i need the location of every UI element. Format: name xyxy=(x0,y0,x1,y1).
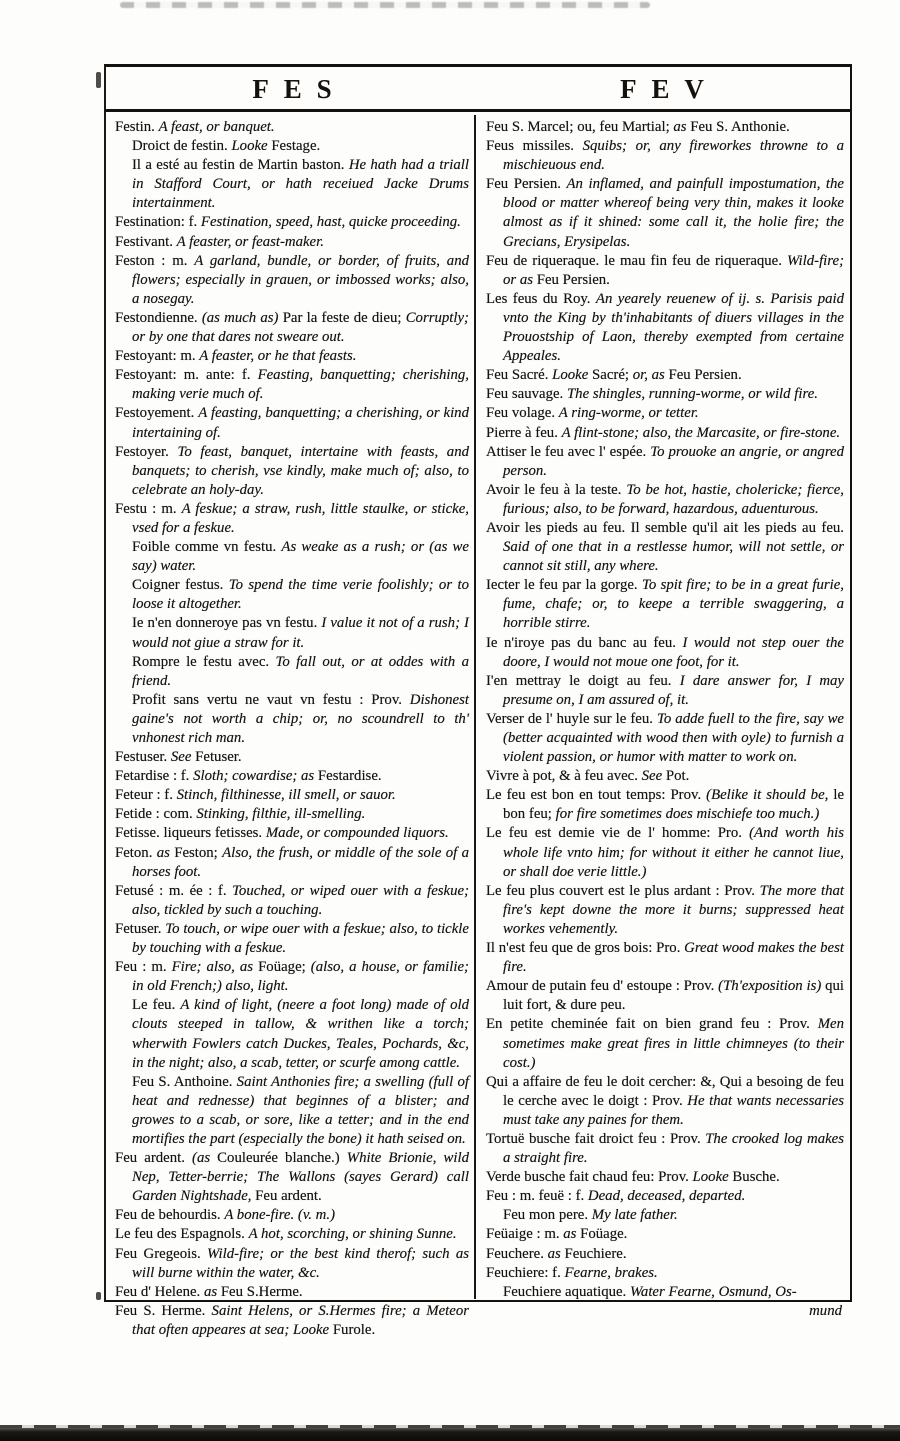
dictionary-entry xyxy=(115,576,469,614)
entry-gloss: To prouoke an angrie, or angred person. xyxy=(503,443,844,479)
dictionary-entry xyxy=(115,137,469,156)
entry-headword: Feuchere. xyxy=(486,1245,548,1262)
entry-headword: Foüage; xyxy=(258,959,311,976)
entry-headword: Droict de festin. xyxy=(132,138,232,155)
dictionary-entry xyxy=(115,213,469,232)
entry-gloss: (as xyxy=(192,1150,218,1167)
entry-gloss: I would not step ouer the doore, I would not moue one foot, for it. xyxy=(503,634,845,670)
entry-gloss: A flint-stone; also, the Marcasite, or fire-stone. xyxy=(561,424,841,441)
entry-headword: Festoyer. xyxy=(115,443,178,460)
entry-headword: Par la feste de dieu; xyxy=(282,309,406,326)
dictionary-entry xyxy=(486,175,844,251)
entry-gloss: The crooked log makes a straight fire. xyxy=(503,1130,844,1167)
dictionary-entry xyxy=(486,1206,844,1225)
entry-headword: Festardise. xyxy=(317,768,382,785)
dictionary-entry xyxy=(486,1015,844,1072)
dictionary-entry xyxy=(486,882,844,939)
entry-gloss: A garland, bundle, or border, of fruits, and flowers; especially in grauen, or imbossed works; also, a nosegay. xyxy=(132,252,469,307)
entry-headword: Tortuë busche fait droict feu : Prov. xyxy=(486,1130,706,1147)
dictionary-entry xyxy=(486,1187,844,1206)
dictionary-entry xyxy=(486,366,844,385)
dictionary-entry xyxy=(115,653,469,691)
entry-gloss: See xyxy=(641,768,666,785)
entry-gloss: Feasting, banquetting; cherishing, making verie much of. xyxy=(132,367,469,403)
entry-gloss: Men sometimes make great fires in little chimneyes (to their cost.) xyxy=(503,1016,844,1071)
dictionary-entry xyxy=(115,958,469,996)
entry-gloss: To spend the time verie foolishly; or to loose it altogether. xyxy=(132,577,469,613)
entry-headword: Feüaige : m. xyxy=(486,1226,564,1243)
right-column xyxy=(486,118,845,1319)
scan-artifact-tick xyxy=(96,1292,101,1300)
dictionary-entry xyxy=(486,1073,844,1130)
scan-artifact-tick xyxy=(96,72,101,88)
entry-gloss: Water Fearne, Osmund, Os- xyxy=(629,1283,797,1300)
entry-gloss: (And worth his whole life vnto him; for without it either he cannot liue, or shall doe verie little.) xyxy=(503,825,844,880)
dictionary-entry xyxy=(486,767,844,786)
entry-gloss: I dare answer for, I may presume on, I am assured of, it. xyxy=(503,672,844,708)
entry-gloss: A hot, scorching, or shining Sunne. xyxy=(248,1226,457,1243)
entry-gloss: White Brionie, wild Nep, Tetter-berrie; The Wallons (sayes Gerard) call Garden Nightshade, xyxy=(132,1150,469,1205)
entry-gloss: Fire; also, as xyxy=(171,959,259,976)
entry-headword: Festuser. xyxy=(115,749,171,766)
entry-gloss: To touch, or wipe ouer with a feskue; also, to tickle by touching with a feskue. xyxy=(132,920,469,957)
dictionary-entry xyxy=(486,118,844,137)
dictionary-entry xyxy=(486,824,844,881)
dictionary-entry xyxy=(486,519,844,576)
entry-gloss: Stinch, filthinesse, ill smell, or sauor. xyxy=(176,787,396,804)
entry-gloss: An inflamed, and painfull impostumation, the blood or matter whereof being very thin, makes it looke almost as if it shined: some call it, the holie fire; the Grecians, Erysipelas. xyxy=(503,176,844,250)
dictionary-entry xyxy=(115,118,469,137)
entry-headword: Feu S.Herme. xyxy=(220,1283,303,1300)
dictionary-entry xyxy=(486,1225,844,1244)
dictionary-entry xyxy=(486,252,844,290)
entry-gloss: Wild-fire; or as xyxy=(503,252,844,288)
entry-headword: Les feus du Roy. xyxy=(486,290,596,307)
entry-headword: Feu S. Marcel; ou, feu Martial; xyxy=(486,119,674,135)
entry-gloss: as xyxy=(203,1283,221,1300)
dictionary-entry xyxy=(486,1264,844,1283)
entry-headword: Feu Gregeois. xyxy=(115,1245,208,1262)
entry-gloss: Sloth; cowardise; as xyxy=(193,768,318,785)
dictionary-entry xyxy=(115,824,469,843)
entry-headword: Feu ardent. xyxy=(255,1188,322,1205)
entry-gloss: A feaster, or feast-maker. xyxy=(176,233,324,250)
entry-gloss: To be hot, hastie, cholericke; fierce, furious; also, to be forward, hazardous, aduenturous. xyxy=(503,481,844,517)
entry-headword: Feu sauvage. xyxy=(486,386,567,403)
entry-headword: Feu Persien. xyxy=(536,271,610,288)
dictionary-entry xyxy=(486,672,844,710)
dictionary-entry xyxy=(115,404,469,442)
entry-headword: Feu mon pere. xyxy=(503,1207,592,1224)
entry-gloss: A kind of light, (neere a foot long) made of old clouts steeped in tallow, & writhen like a torch; wherwith Fowlers catch Duckes, Teales, Pochards, &c, in the night; also, a scab, tetter, or scurfe among cattle. xyxy=(132,997,469,1071)
entry-headword: Feuchiere aquatique. xyxy=(503,1283,630,1300)
entry-headword: qui luit fort, & dure peu. xyxy=(503,978,844,1014)
dictionary-entry xyxy=(115,1302,469,1340)
entry-gloss: (Belike it should be, xyxy=(706,787,834,804)
entry-headword: Feu Persien. xyxy=(668,367,742,384)
running-head-right: FEV xyxy=(620,74,719,104)
entry-headword: Avoir les pieds au feu. Il semble qu'il ait les pieds au feu. xyxy=(486,519,844,536)
dictionary-entry xyxy=(486,443,844,481)
entry-headword: Feu de riqueraque. le mau fin feu de riqueraque. xyxy=(486,252,788,269)
entry-headword: Busche. xyxy=(732,1169,780,1186)
entry-headword: Le feu est demie vie de l' homme: Pro. xyxy=(486,825,750,842)
entry-headword: I'en mettray le doigt au feu. xyxy=(486,672,680,689)
entry-gloss: as xyxy=(563,1226,581,1243)
dictionary-entry xyxy=(115,1283,469,1302)
dictionary-entry xyxy=(115,786,469,805)
entry-gloss: as xyxy=(547,1245,565,1262)
entry-headword: Couleurée blanche.) xyxy=(217,1150,347,1167)
entry-headword: Le feu plus couvert est le plus ardant : Prov. xyxy=(486,882,760,899)
entry-headword: Festoyant: m. xyxy=(115,348,200,365)
entry-headword: Feus missiles. xyxy=(486,138,583,155)
entry-headword: Vivre à pot, & à feu avec. xyxy=(486,768,642,785)
entry-gloss: Fearne, brakes. xyxy=(564,1264,658,1281)
dictionary-entry xyxy=(115,347,469,366)
entry-headword: Fetisse. liqueurs fetisses. xyxy=(115,825,266,842)
entry-gloss: He hath had a triall in Stafford Court, or hath receiued Jacke Drums intertainment. xyxy=(132,157,469,212)
entry-gloss: A bone-fire. (v. m.) xyxy=(224,1207,335,1224)
entry-headword: Ie n'iroye pas du banc au feu. xyxy=(486,634,683,651)
dictionary-entry xyxy=(486,710,844,767)
dictionary-entry xyxy=(115,614,469,652)
left-column xyxy=(115,118,469,1338)
entry-headword: Feu d' Helene. xyxy=(115,1283,204,1300)
entry-headword: Feuchiere: f. xyxy=(486,1264,565,1281)
entry-gloss: (Th'exposition is) xyxy=(718,978,826,995)
dictionary-entry xyxy=(486,977,844,1015)
entry-gloss: My late father. xyxy=(591,1207,678,1224)
entry-gloss: I value it not of a rush; I would not giue a straw for it. xyxy=(132,615,469,651)
entry-gloss: A ring-worme, or tetter. xyxy=(558,405,699,422)
entry-headword: Fetuser. xyxy=(195,749,242,766)
entry-headword: Il n'est feu que de gros bois: Pro. xyxy=(486,940,685,957)
entry-headword: Fetide : com. xyxy=(115,806,197,823)
entry-headword: Foüage. xyxy=(580,1226,628,1243)
entry-gloss: or, as xyxy=(632,367,669,384)
entry-gloss: The more that fire's kept downe the more it burns; suppressed heat workes vehemently. xyxy=(503,882,844,937)
entry-gloss: To spit fire; to be in a great furie, fume, chafe; or, to keepe a terrible swaggering, a horrible stirre. xyxy=(503,577,844,632)
dictionary-entry xyxy=(486,786,844,824)
entry-gloss: As weake as a rush; or (as we say) water. xyxy=(132,539,469,575)
entry-gloss: An yearely reuenew of ij. s. Parisis paid vnto the King by th'inhabitants of diuers villages in the Prouostship of Laon, thereby exempted from certaine Appeales. xyxy=(503,290,845,365)
entry-gloss: for fire sometimes does mischiefe too much.) xyxy=(555,806,820,823)
entry-headword: Sacré; xyxy=(592,367,633,384)
entry-gloss: as xyxy=(673,119,691,135)
entry-headword: Feu : m. feuë : f. xyxy=(486,1188,588,1205)
entry-headword: Festoyant: m. ante: f. xyxy=(115,367,258,384)
entry-headword: Feu Sacré. xyxy=(486,367,553,384)
entry-headword: Festoyement. xyxy=(115,405,199,422)
entry-headword: Feton. xyxy=(115,844,157,861)
entry-gloss: Also, the frush, or middle of the sole of a horses foot. xyxy=(132,844,469,880)
dictionary-entry xyxy=(486,137,844,175)
dictionary-entry xyxy=(486,1130,844,1168)
entry-headword: Festu : m. xyxy=(115,500,182,517)
entry-headword: Feu S. Anthonie. xyxy=(690,119,790,135)
entry-gloss: Dishonest gaine's not worth a chip; or, no scoundrell to th' vnhonest rich man. xyxy=(132,691,469,746)
dictionary-entry xyxy=(115,1073,469,1149)
entry-gloss: Saint Anthonies fire; a swelling (full of heat and rednesse) that beginnes of a blister; and growes to a scab, or sore, like a tetter; and in the end mortifies the part (especially the bone) it hath seised on. xyxy=(132,1073,469,1147)
entry-headword: Fetusé : m. ée : f. xyxy=(115,882,233,899)
entry-headword: le bon feu; xyxy=(503,787,845,823)
dictionary-entry xyxy=(115,156,469,213)
entry-headword: Festage. xyxy=(271,138,321,155)
scan-artifact-bottom xyxy=(0,1428,900,1441)
entry-headword: Le feu est bon en tout temps: Prov. xyxy=(486,787,707,804)
entry-headword: Fetuser. xyxy=(115,920,166,937)
entry-headword: Iecter le feu par la gorge. xyxy=(486,577,642,594)
entry-gloss: Wild-fire; or the best kind therof; such as will burne within the water, &c. xyxy=(132,1245,469,1281)
running-head-left: FES xyxy=(252,74,347,104)
entry-gloss: Squibs; or, any fireworkes throwne to a mischieuous end. xyxy=(503,138,844,174)
dictionary-entry xyxy=(115,309,469,347)
dictionary-entry xyxy=(115,538,469,576)
entry-gloss: A feast, or banquet. xyxy=(158,119,275,135)
entry-gloss: To feast, banquet, intertaine with feasts, and banquets; to cherish, vse kindly, make much of; also, to celebrate an holy-day. xyxy=(132,443,469,498)
entry-headword: Qui a affaire de feu le doit cercher: &, Qui a besoing de feu le cerche avec le doigt : Prov. xyxy=(486,1073,844,1109)
entry-headword: Feu : m. xyxy=(115,959,172,976)
dictionary-entry xyxy=(115,996,469,1072)
entry-headword: Verde busche fait chaud feu: Prov. xyxy=(486,1169,693,1186)
dictionary-entry xyxy=(486,939,844,977)
dictionary-entry xyxy=(486,481,844,519)
entry-gloss: Touched, or wiped ouer with a feskue; also, tickled by such a touching. xyxy=(132,882,469,918)
entry-headword: Verser de l' huyle sur le feu. xyxy=(486,710,657,727)
dictionary-entry xyxy=(115,920,469,958)
entry-gloss: Made, or compounded liquors. xyxy=(265,825,449,842)
entry-headword: Feu volage. xyxy=(486,405,559,422)
entry-gloss: (as much as) xyxy=(201,309,283,326)
scan-artifact-top xyxy=(120,2,650,8)
dictionary-entry xyxy=(115,691,469,748)
entry-gloss: Said of one that in a restlesse humor, will not settle, or cannot sit still, any where. xyxy=(503,539,844,575)
entry-gloss: Stinking, filthie, ill-smelling. xyxy=(196,806,366,823)
entry-headword: Feu S. Herme. xyxy=(115,1302,212,1319)
entry-headword: Il a esté au festin de Martin baston. xyxy=(132,157,349,174)
dictionary-entry xyxy=(486,404,844,423)
entry-headword: Furole. xyxy=(332,1321,376,1338)
entry-headword: Amour de putain feu d' estoupe : Prov. xyxy=(486,978,719,995)
dictionary-entry xyxy=(115,252,469,309)
entry-gloss: To fall out, or at oddes with a friend. xyxy=(132,653,469,689)
entry-headword: Le feu. xyxy=(132,997,181,1014)
entry-gloss: A feskue; a straw, rush, little staulke, or sticke, vsed for a feskue. xyxy=(132,500,469,536)
entry-gloss: A feasting, banquetting; a cherishing, or kind intertaining of. xyxy=(132,405,469,441)
entry-gloss: Looke xyxy=(692,1169,733,1186)
dictionary-entry xyxy=(115,767,469,786)
entry-headword: Coigner festus. xyxy=(132,577,229,594)
entry-headword: Feu ardent. xyxy=(115,1150,193,1167)
entry-gloss: Great wood makes the best fire. xyxy=(503,940,844,976)
entry-gloss: Looke xyxy=(552,367,593,384)
dictionary-entry xyxy=(486,385,844,404)
header-rule xyxy=(105,109,851,112)
entry-headword: Foible comme vn festu. xyxy=(132,539,282,556)
dictionary-entry xyxy=(486,424,844,443)
dictionary-entry xyxy=(486,576,844,633)
entry-headword: Ie n'en donneroye pas vn festu. xyxy=(132,615,322,632)
dictionary-entry xyxy=(115,844,469,882)
entry-gloss: Festination, speed, hast, quicke proceeding. xyxy=(200,214,461,231)
running-head-row xyxy=(106,67,850,109)
dictionary-entry xyxy=(115,1149,469,1206)
page-frame xyxy=(104,64,852,1338)
entry-headword: Festondienne. xyxy=(115,309,202,326)
dictionary-entry xyxy=(486,1283,844,1302)
entry-gloss: The shingles, running-worme, or wild fire. xyxy=(566,386,818,403)
entry-headword: Avoir le feu à la teste. xyxy=(486,481,627,498)
entry-headword: Pot. xyxy=(665,768,690,785)
entry-gloss: See xyxy=(170,749,196,766)
dictionary-entry xyxy=(115,500,469,538)
entry-headword: Festination: f. xyxy=(115,214,201,231)
entry-headword: Feu Persien. xyxy=(486,176,567,193)
entry-gloss: Saint Helens, or S.Hermes fire; a Meteor that often appeares at sea; Looke xyxy=(132,1302,469,1338)
entry-headword: Festivant. xyxy=(115,233,177,250)
dictionary-entry xyxy=(115,748,469,767)
entry-headword: Profit sans vertu ne vaut vn festu : Prov. xyxy=(132,691,410,708)
dictionary-entry xyxy=(115,366,469,404)
dictionary-entry xyxy=(115,1225,469,1244)
entry-headword: Feston; xyxy=(174,844,223,861)
entry-headword: Feuchiere. xyxy=(564,1245,627,1262)
entry-headword: Feston : m. xyxy=(115,252,195,269)
dictionary-entry xyxy=(486,634,844,672)
dictionary-entry xyxy=(115,882,469,920)
entry-gloss: He that wants necessaries must take any paines for them. xyxy=(503,1092,844,1128)
dictionary-entry xyxy=(115,233,469,252)
dictionary-entry xyxy=(115,805,469,824)
entry-headword: Attiser le feu avec l' espée. xyxy=(486,443,651,460)
entry-headword: Festin. xyxy=(115,119,159,135)
dictionary-entry xyxy=(115,1206,469,1225)
entry-gloss: Looke xyxy=(231,138,272,155)
dictionary-entry xyxy=(115,1245,469,1283)
entry-gloss: To adde fuell to the fire, say we (better acquainted with wood then with oyle) to furnish a violent passion, or humor with matter to work on. xyxy=(503,710,844,766)
entry-headword: Feteur : f. xyxy=(115,787,177,804)
catchword: mund xyxy=(809,1302,842,1319)
entry-headword: Pierre à feu. xyxy=(486,424,562,441)
entry-gloss: A feaster, or he that feasts. xyxy=(199,348,357,365)
entry-headword: Le feu des Espagnols. xyxy=(115,1226,249,1243)
entry-headword: En petite cheminée fait on bien grand feu : Prov. xyxy=(486,1016,818,1033)
dictionary-entry xyxy=(486,1168,844,1187)
entry-gloss: as xyxy=(156,844,175,861)
entry-headword: Rompre le festu avec. xyxy=(132,653,276,670)
column-divider xyxy=(474,115,476,1299)
dictionary-entry xyxy=(486,1245,844,1264)
entry-gloss: Corruptly; or by one that dares not sweare out. xyxy=(132,309,469,346)
dictionary-entry xyxy=(115,443,469,500)
entry-gloss: Dead, deceased, departed. xyxy=(587,1188,746,1205)
entry-headword: Feu S. Anthoine. xyxy=(132,1073,237,1090)
entry-gloss: (also, a house, or familie; in old French;) also, light. xyxy=(132,959,469,995)
entry-headword: Feu de behourdis. xyxy=(115,1207,225,1224)
entry-headword: Fetardise : f. xyxy=(115,768,194,785)
dictionary-entry xyxy=(486,290,844,366)
